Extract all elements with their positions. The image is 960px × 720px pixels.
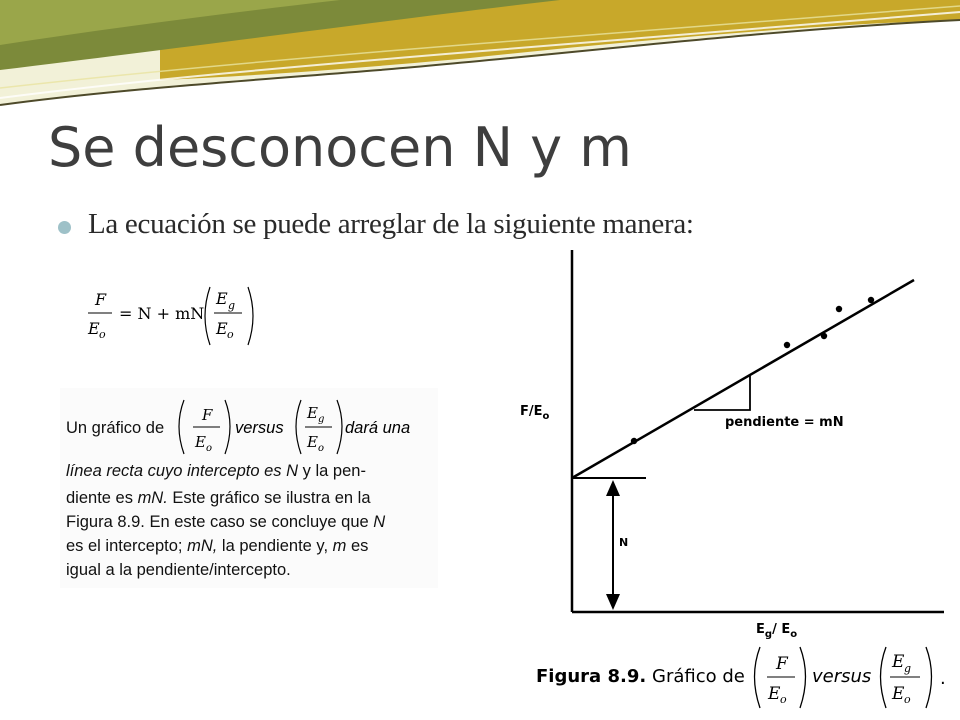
para-F: F [202, 406, 213, 424]
data-point [784, 342, 790, 348]
equation [76, 282, 270, 350]
para-line4-b: N [373, 513, 386, 531]
para-line5-e: es [350, 537, 369, 555]
para-line1-pre: Un gráfico de [66, 419, 165, 437]
para-Eo: E [195, 433, 206, 451]
para-line2-c: y la pen- [302, 462, 366, 480]
para-line3 [66, 489, 371, 508]
slide-title: Se desconocen N y m [48, 116, 632, 179]
eq-rhs: = N + mN [119, 304, 205, 323]
caption-versus: versus [812, 666, 872, 687]
eq-o: o [99, 328, 106, 341]
eq-F: F [95, 290, 107, 309]
caption-text: Gráfico de [652, 666, 745, 687]
para-o2: o [318, 443, 325, 454]
para-line5 [66, 537, 368, 556]
para-line5-b: mN, [187, 537, 218, 555]
y-axis-label: $F/E_o$ [520, 404, 550, 422]
caption-g: g [904, 662, 912, 675]
para-line3-c: Este gráfico se ilustra en la [172, 489, 371, 507]
caption-F: F [776, 654, 788, 674]
para-line5-c: la pendiente y, [221, 537, 329, 555]
equation-box [76, 282, 270, 350]
para-line4-a: Figura 8.9. En este caso se concluye que [66, 513, 369, 531]
para-Eg: E [307, 404, 318, 422]
data-point [821, 333, 827, 339]
header-banner [0, 0, 960, 110]
intercept-label: N [619, 536, 629, 549]
figure-caption [536, 642, 956, 712]
x-axis-label: $E_g/$ $E_o$ [756, 622, 798, 640]
caption-period: . [940, 668, 946, 689]
data-point [631, 438, 637, 444]
eq-Eo2: E [216, 319, 228, 338]
para-line4 [66, 513, 385, 532]
caption-Eo: E [768, 684, 781, 704]
bullet-text: La ecuación se puede arreglar de la siguiente manera: [88, 208, 694, 240]
para-versus: versus [235, 419, 284, 437]
para-line6: igual a la pendiente/intercepto. [66, 561, 291, 579]
eq-Eo: E [88, 319, 100, 338]
para-line5-d: m [332, 537, 347, 555]
paragraph-line1-graphic [60, 388, 438, 460]
eq-g: g [228, 299, 236, 312]
caption-Eo2: E [892, 684, 905, 704]
data-point [868, 297, 874, 303]
caption-o: o [780, 693, 787, 706]
data-point [836, 306, 842, 312]
para-line2-b: N [286, 462, 299, 480]
caption-o2: o [904, 693, 911, 706]
slope-label: pendiente = mN [725, 415, 844, 430]
caption-bold: Figura 8.9. [536, 666, 647, 687]
para-line2 [66, 462, 366, 481]
para-g: g [318, 414, 325, 425]
eq-Eg: E [216, 289, 228, 308]
para-line3-b: mN. [137, 489, 168, 507]
eq-o2: o [227, 328, 234, 341]
para-line2-a: línea recta cuyo intercepto es [66, 462, 282, 480]
bullet-dot-icon [58, 221, 71, 234]
para-Eo2: E [307, 433, 318, 451]
para-line3-a: diente es [66, 489, 133, 507]
para-line5-a: es el intercepto; [66, 537, 183, 555]
para-line1-post: dará una [345, 419, 411, 437]
explanation-box [60, 388, 438, 588]
caption-Eg: E [892, 652, 905, 672]
para-o: o [206, 443, 213, 454]
